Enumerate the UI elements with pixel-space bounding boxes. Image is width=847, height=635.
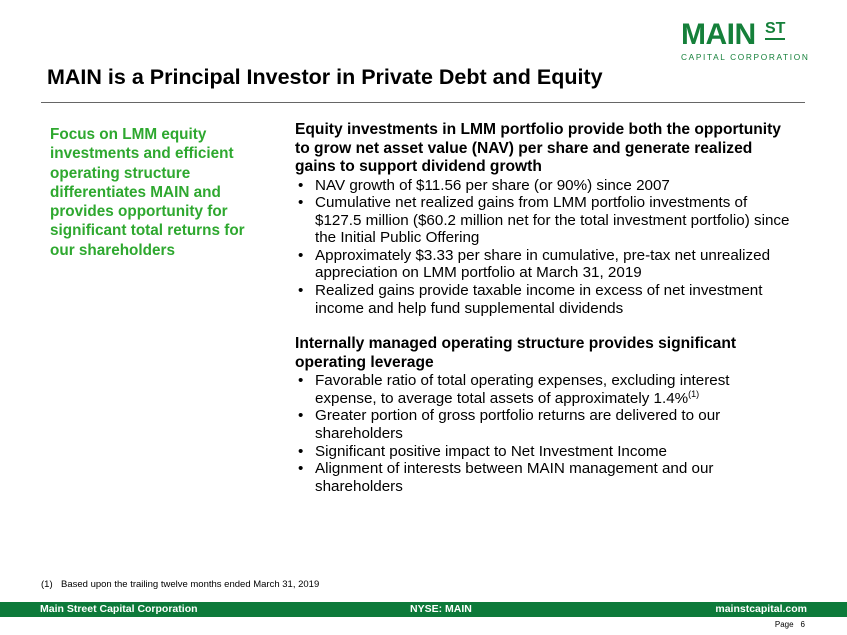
bullet-text: Approximately $3.33 per share in cumulative, pre-tax net unrealized appreciation on LMM portfolio at March 31, 2019 [315, 246, 771, 282]
section-heading: Equity investments in LMM portfolio provide both the opportunity to grow net asset value (NAV) per share and generate realized gains to support dividend growth [295, 121, 781, 175]
bullet-item [295, 247, 795, 282]
footnote [41, 579, 319, 590]
main-street-logo [681, 20, 809, 60]
bullet-glyph: • [298, 176, 304, 194]
bullet-glyph: • [298, 372, 304, 390]
bullet-glyph: • [298, 460, 304, 478]
bullet-item [295, 407, 795, 442]
bullet-text: Alignment of interests between MAIN management and our shareholders [315, 460, 714, 495]
bullet-item [295, 372, 795, 407]
footer-bar [0, 602, 847, 617]
bullet-item [295, 282, 795, 317]
bullet-text: Realized gains provide taxable income in excess of net investment income and help fund supplemental dividends [315, 282, 763, 317]
bullet-list [295, 372, 795, 495]
section-heading: Internally managed operating structure provides significant operating leverage [295, 335, 737, 371]
bullet-glyph: • [298, 246, 304, 264]
bullet-text: NAV growth of $11.56 per share (or 90%) since 2007 [315, 176, 670, 194]
title-divider [41, 102, 805, 103]
bullet-glyph: • [298, 282, 304, 300]
main-content [295, 121, 795, 495]
bullet-glyph: • [298, 442, 304, 460]
footnote-number: (1) [41, 579, 53, 590]
footnote-text: Based upon the trailing twelve months ended March 31, 2019 [61, 579, 320, 590]
bullet-item [295, 460, 795, 495]
footer-ticker: NYSE: MAIN [410, 603, 472, 615]
slide-title: MAIN is a Principal Investor in Private Debt and Equity [47, 65, 603, 89]
footer-company: Main Street Capital Corporation [40, 603, 198, 615]
section-equity-investments [295, 121, 795, 317]
bullet-item [295, 194, 795, 247]
bullet-list [295, 177, 795, 318]
page-number-value: 6 [800, 620, 805, 629]
bullet-text: Greater portion of gross portfolio returns are delivered to our shareholders [315, 407, 721, 443]
sidebar-callout: Focus on LMM equity investments and efficient operating structure differentiates MAIN and provides opportunity for significant total returns for our shareholders [50, 126, 245, 259]
bullet-glyph: • [298, 194, 304, 212]
section-operating-structure [295, 335, 795, 495]
bullet-text: Significant positive impact to Net Investment Income [315, 442, 668, 460]
footnote-ref: (1) [688, 388, 700, 399]
page-label: Page [774, 620, 794, 629]
logo-st-text: ST [765, 21, 785, 40]
bullet-text: Favorable ratio of total operating expenses, excluding interest expense, to average total assets of approximately 1.4% [315, 372, 730, 407]
bullet-item [295, 443, 795, 461]
bullet-glyph: • [298, 407, 304, 425]
logo-subtitle: CAPITAL CORPORATION [681, 52, 810, 62]
page-number [775, 620, 805, 629]
bullet-item [295, 177, 795, 195]
logo-main-text: MAIN [681, 18, 756, 51]
bullet-text: Cumulative net realized gains from LMM portfolio investments of $127.5 million ($60.2 million net for the total investment portfolio) since the Initial Public Offering [315, 194, 790, 247]
footer-website-link[interactable]: mainstcapital.com [715, 603, 807, 615]
